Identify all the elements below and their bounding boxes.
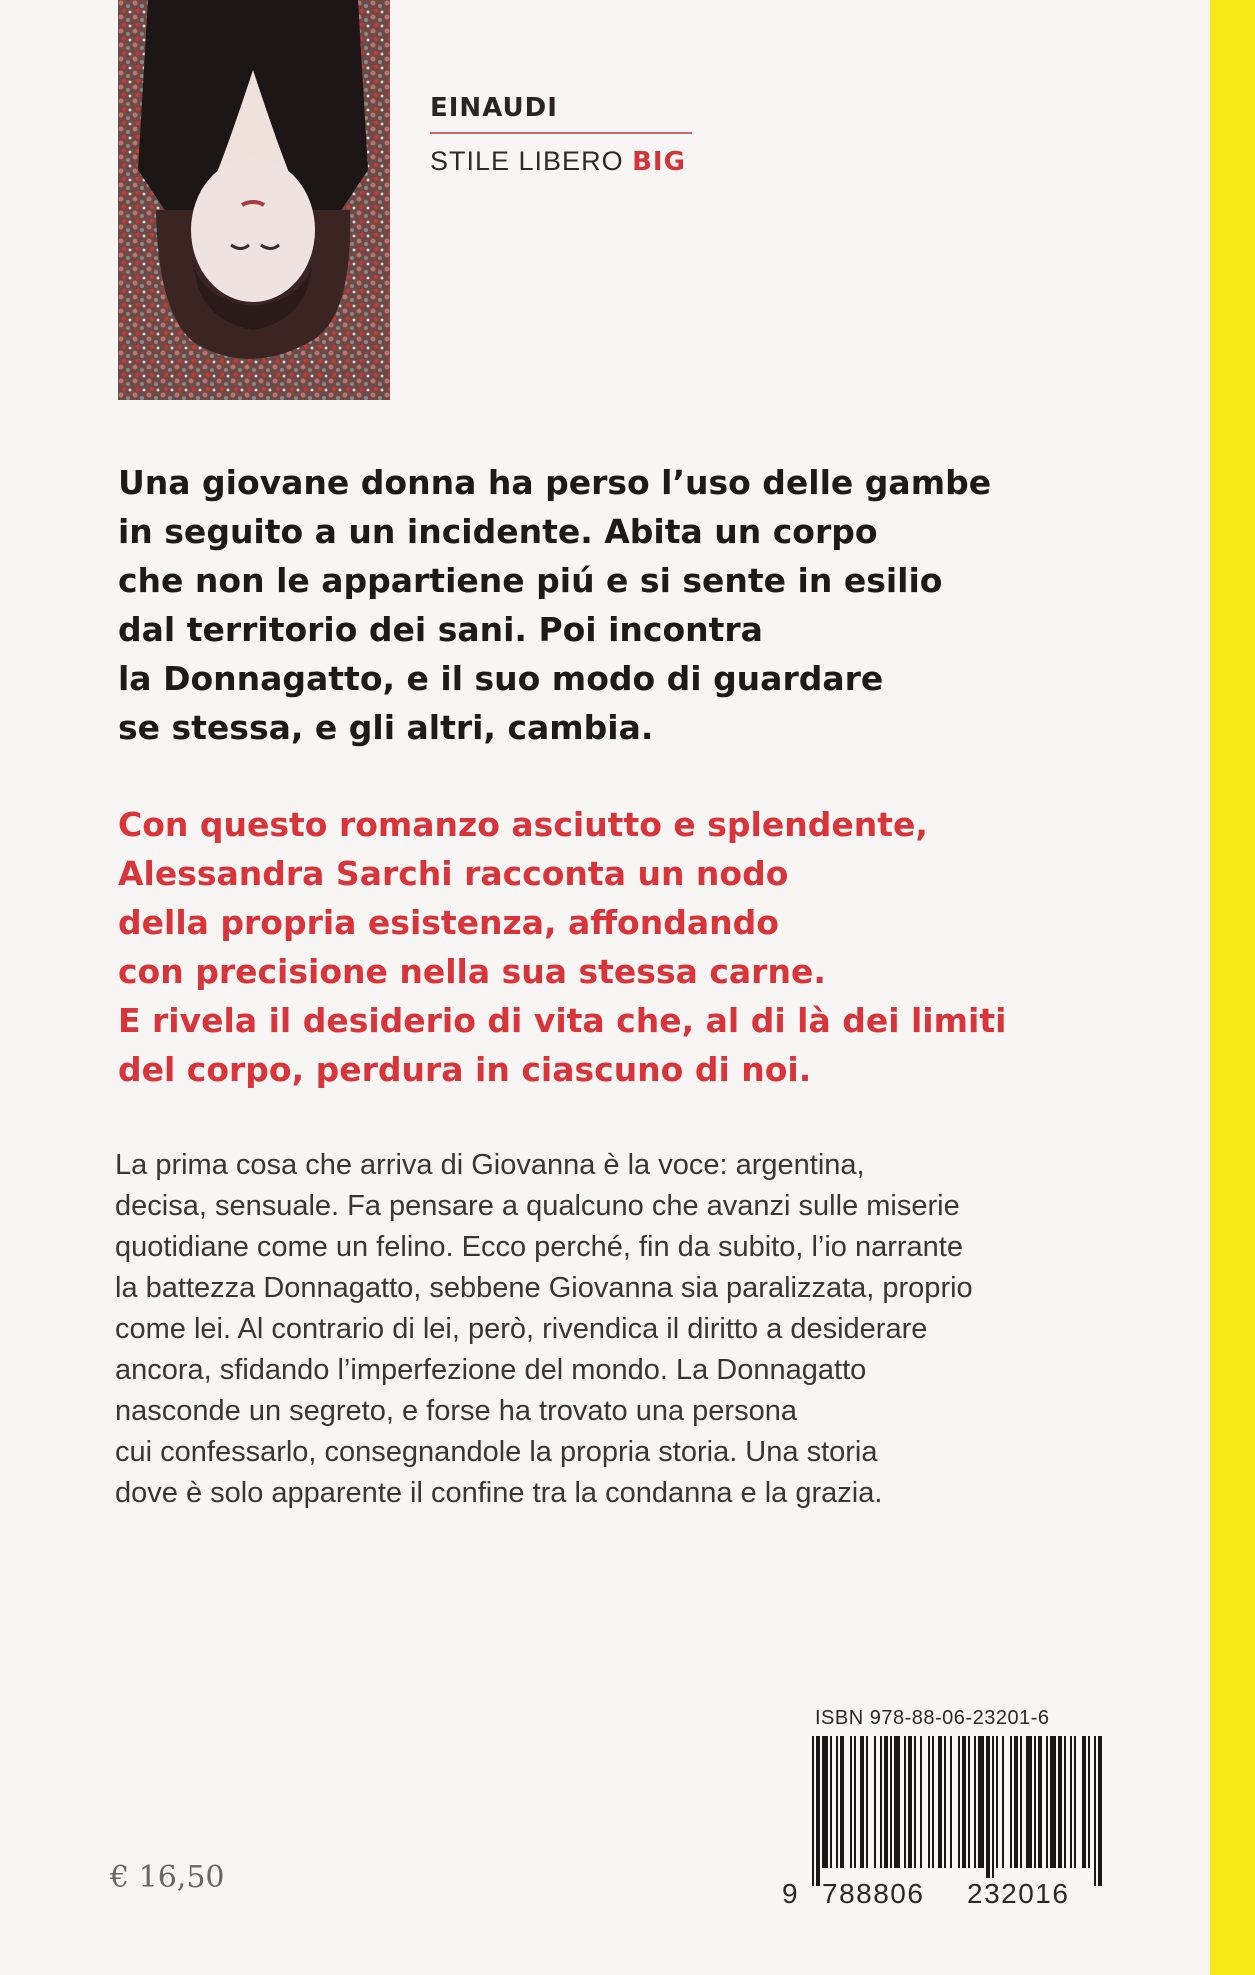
barcode-bar	[866, 1736, 868, 1868]
blurb-line: Una giovane donna ha perso l’uso delle gambe	[118, 463, 992, 502]
pitch-line: Con questo romanzo asciutto e splendente,	[118, 805, 928, 844]
barcode-bar	[1038, 1736, 1042, 1868]
barcode-bar	[894, 1736, 900, 1868]
barcode-bar	[992, 1736, 994, 1886]
barcode-bar	[1034, 1736, 1036, 1868]
barcode-bar	[958, 1736, 960, 1868]
pitch-line: Alessandra Sarchi racconta un nodo	[118, 854, 789, 893]
barcode-bar	[962, 1736, 966, 1868]
barcode-bar	[928, 1736, 930, 1868]
barcode-bar	[986, 1736, 990, 1886]
blurb-line: dal territorio dei sani. Poi incontra	[118, 610, 763, 649]
pitch-line: del corpo, perdura in ciascuno di noi.	[118, 1050, 812, 1089]
series-name: STILE LIBERO	[430, 146, 624, 176]
barcode-bar	[1050, 1736, 1056, 1868]
barcode-bar	[1074, 1736, 1076, 1868]
barcode-bar	[1088, 1736, 1090, 1868]
blurb-paragraph	[118, 458, 1108, 752]
barcode-bar	[874, 1736, 876, 1868]
barcode-bar	[1010, 1736, 1012, 1868]
woman-portrait-image	[118, 0, 390, 400]
barcode-bar	[830, 1736, 832, 1868]
barcode-bar	[914, 1736, 916, 1868]
barcode-bar	[968, 1736, 970, 1868]
pitch-paragraph	[118, 800, 1118, 1094]
publisher-block	[430, 93, 692, 177]
barcode-bar	[950, 1736, 952, 1868]
barcode-bar	[822, 1736, 828, 1868]
barcode-bar	[1082, 1736, 1086, 1868]
blurb-line: in seguito a un incidente. Abita un corpo	[118, 512, 878, 551]
isbn-label: ISBN 978-88-06-23201-6	[815, 1707, 1050, 1729]
description-line: come lei. Al contrario di lei, però, rivendica il diritto a desiderare	[115, 1313, 928, 1345]
barcode-bar	[1046, 1736, 1048, 1868]
description-line: la battezza Donnagatto, sebbene Giovanna sia paralizzata, proprio	[115, 1272, 973, 1304]
barcode-bar	[812, 1736, 814, 1886]
description-line: quotidiane come un felino. Ecco perché, fin da subito, l’io narrante	[115, 1231, 963, 1263]
barcode-bar	[920, 1736, 922, 1868]
barcode-bar	[978, 1736, 984, 1868]
barcode-bar	[944, 1736, 946, 1868]
publisher-name: EINAUDI	[430, 93, 558, 123]
barcode-bar	[840, 1736, 844, 1868]
blurb-line: se stessa, e gli altri, cambia.	[118, 708, 654, 747]
barcode-bar	[938, 1736, 942, 1868]
barcode-bar	[854, 1736, 856, 1868]
barcode-bar	[904, 1736, 906, 1868]
blurb-line: che non le appartiene piú e si sente in esilio	[118, 561, 943, 600]
barcode-bar	[860, 1736, 864, 1868]
barcode-right-digits: 232016	[967, 1878, 1070, 1909]
barcode-bar	[974, 1736, 976, 1868]
pitch-line: della propria esistenza, affondando	[118, 903, 779, 942]
barcode-bar	[880, 1736, 882, 1868]
barcode-first-digit: 9	[782, 1878, 798, 1909]
description-line: cui confessarlo, consegnandole la propria storia. Una storia	[115, 1436, 878, 1468]
barcode-bar	[1014, 1736, 1018, 1868]
barcode-bar	[908, 1736, 912, 1868]
pitch-line: E rivela il desiderio di vita che, al di là dei limiti	[118, 1001, 1007, 1040]
description-line: decisa, sensuale. Fa pensare a qualcuno che avanzi sulle miserie	[115, 1190, 960, 1222]
price-label: € 16,50	[110, 1860, 225, 1895]
barcode-bar	[1058, 1736, 1062, 1868]
barcode-bar	[1070, 1736, 1072, 1868]
description-line: ancora, sfidando l’imperfezione del mondo. La Donnagatto	[115, 1354, 867, 1386]
barcode-bar	[890, 1736, 892, 1868]
barcode-bar	[1098, 1736, 1102, 1886]
barcode-bar	[1002, 1736, 1004, 1868]
barcode-bar	[884, 1736, 888, 1868]
barcode-bar	[816, 1736, 820, 1886]
publisher-divider	[430, 132, 692, 134]
series-line	[430, 146, 692, 177]
series-accent: BIG	[632, 147, 686, 177]
barcode-bar	[1026, 1736, 1032, 1868]
barcode-bar	[836, 1736, 838, 1868]
barcode-image	[780, 1736, 1105, 1886]
description-line: dove è solo apparente il confine tra la condanna e la grazia.	[115, 1477, 883, 1509]
barcode-bar	[1094, 1736, 1096, 1886]
barcode-bar	[1064, 1736, 1066, 1868]
barcode-bar	[850, 1736, 852, 1868]
spine-color-band	[1210, 0, 1255, 1975]
description-paragraph	[115, 1145, 1095, 1514]
barcode-bar	[1020, 1736, 1022, 1868]
cover-photo	[118, 0, 390, 400]
description-line: nasconde un segreto, e forse ha trovato una persona	[115, 1395, 797, 1427]
barcode-bar	[996, 1736, 998, 1868]
barcode-bar	[932, 1736, 934, 1868]
pitch-line: con precisione nella sua stessa carne.	[118, 952, 826, 991]
barcode-left-digits: 788806	[822, 1878, 925, 1909]
blurb-line: la Donnagatto, e il suo modo di guardare	[118, 659, 884, 698]
description-line: La prima cosa che arriva di Giovanna è la voce: argentina,	[115, 1149, 865, 1181]
